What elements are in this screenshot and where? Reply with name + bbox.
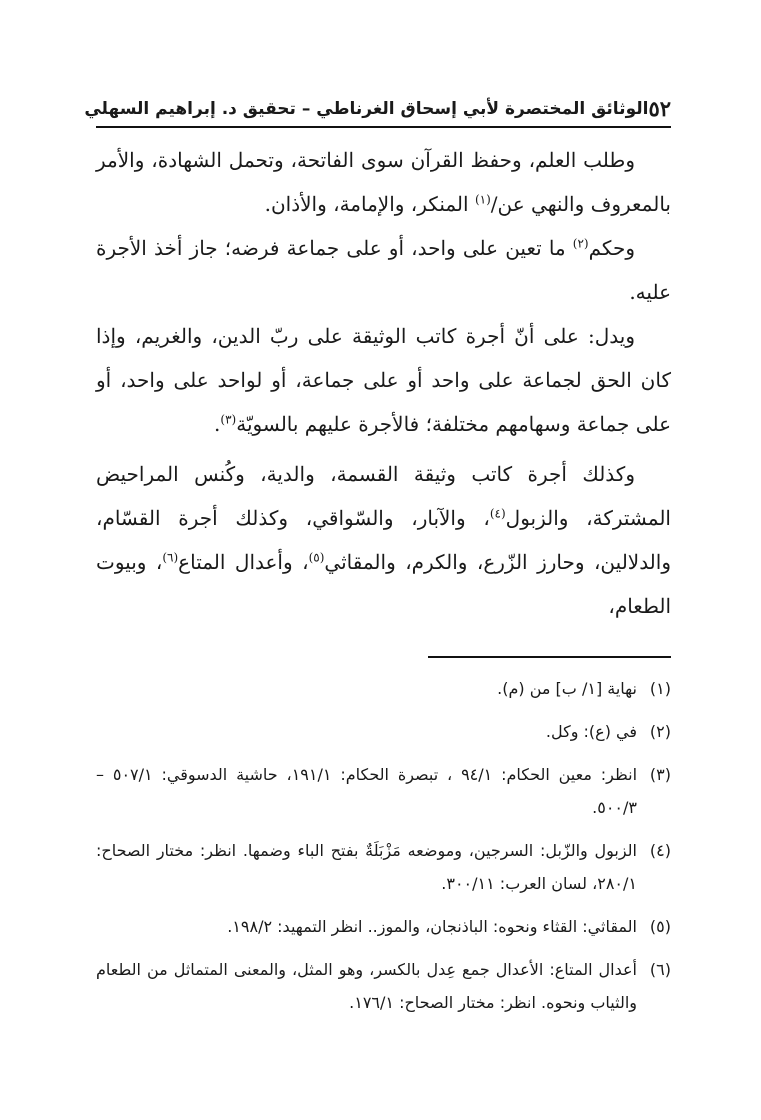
footnote-5	[96, 910, 671, 943]
footnote-6	[96, 953, 671, 1019]
footnote-number: (٢)	[649, 722, 671, 741]
footnote-3	[96, 758, 671, 824]
footnote-ref-5[interactable]: (٥)	[308, 550, 325, 565]
page-number: ٥٢	[648, 96, 671, 121]
footnote-text: المقاثي: القثاء ونحوه: الباذنجان، والموز.. انظر التمهيد: ١٩٨/٢.	[227, 917, 637, 936]
main-text	[96, 138, 671, 628]
paragraph-2: وحكم$^{(٢)}$ ما تعين على واحد، أو على جماعة فرضه؛ جاز أخذ الأجرة عليه.	[96, 236, 671, 304]
footnote-number: (٤)	[649, 841, 671, 860]
footnote-number: (٦)	[649, 960, 671, 979]
paragraph-1: وطلب العلم، وحفظ القرآن سوى الفاتحة، وتحمل الشهادة، والأمر بالمعروف والنهي عن/$^{(١)}$ المنكر، والإمامة، والأذان.	[96, 148, 671, 216]
footnote-number: (١)	[649, 679, 671, 698]
footnotes	[96, 672, 671, 1029]
header-rule	[96, 126, 671, 128]
footnote-ref-1[interactable]: (١)	[474, 192, 491, 207]
footnote-separator	[428, 656, 671, 658]
footnote-ref-6[interactable]: (٦)	[162, 550, 179, 565]
footnote-ref-3[interactable]: (٣)	[220, 412, 237, 427]
paragraph-3: ويدل: على أنّ أجرة كاتب الوثيقة على ربّ الدين، والغريم، وإذا كان الحق لجماعة على واحد أو على جماعة، أو لواحد على واحد، أو على جماعة وسهامهم مختلفة؛ فالأجرة عليهم بالسويّة$^{(٣)}$.	[96, 324, 671, 436]
footnote-2	[96, 715, 671, 748]
paragraph-4: وكذلك أجرة كاتب وثيقة القسمة، والدية، وكُنس المراحيض المشتركة، والزبول$^{(٤)}$، والآبار، والسّواقي، وكذلك أجرة القسّام، والدلالين، وحارز الزّرع، والكرم، والمقاثي$^{(٥)}$، وأعدال المتاع$^{(٦)}$، وبيوت الطعام،	[96, 462, 671, 618]
footnote-text: الزبول والزّبل: السرجين، وموضعه مَزْبَلَةٌ بفتح الباء وضمها. انظر: مختار الصحاح: ٢٨٠/١، لسان العرب: ٣٠٠/١١.	[96, 841, 637, 893]
footnote-number: (٥)	[649, 917, 671, 936]
footnote-text: أعدال المتاع: الأعدال جمع عِدل بالكسر، وهو المثل، والمعنى المتماثل من الطعام والثياب ونحوه. انظر: مختار الصحاح: ١٧٦/١.	[96, 960, 637, 1012]
footnote-text: نهاية [١/ ب] من (م).	[497, 679, 637, 698]
footnote-ref-4[interactable]: (٤)	[489, 506, 506, 521]
footnote-text: في (ع): وكل.	[545, 722, 637, 741]
page-header	[84, 84, 671, 124]
footnote-text: انظر: معين الحكام: ٩٤/١ ، تبصرة الحكام: ١٩١/١، حاشية الدسوقي: ٥٠٧/١ –٥٠٠/٣.	[96, 765, 638, 817]
footnote-1	[96, 672, 671, 705]
running-title: الوثائق المختصرة لأبي إسحاق الغرناطي – تحقيق د. إبراهيم السهلي	[84, 99, 649, 119]
footnote-number: (٣)	[649, 765, 671, 784]
footnote-ref-2[interactable]: (٢)	[572, 236, 589, 251]
footnote-4	[96, 834, 671, 900]
